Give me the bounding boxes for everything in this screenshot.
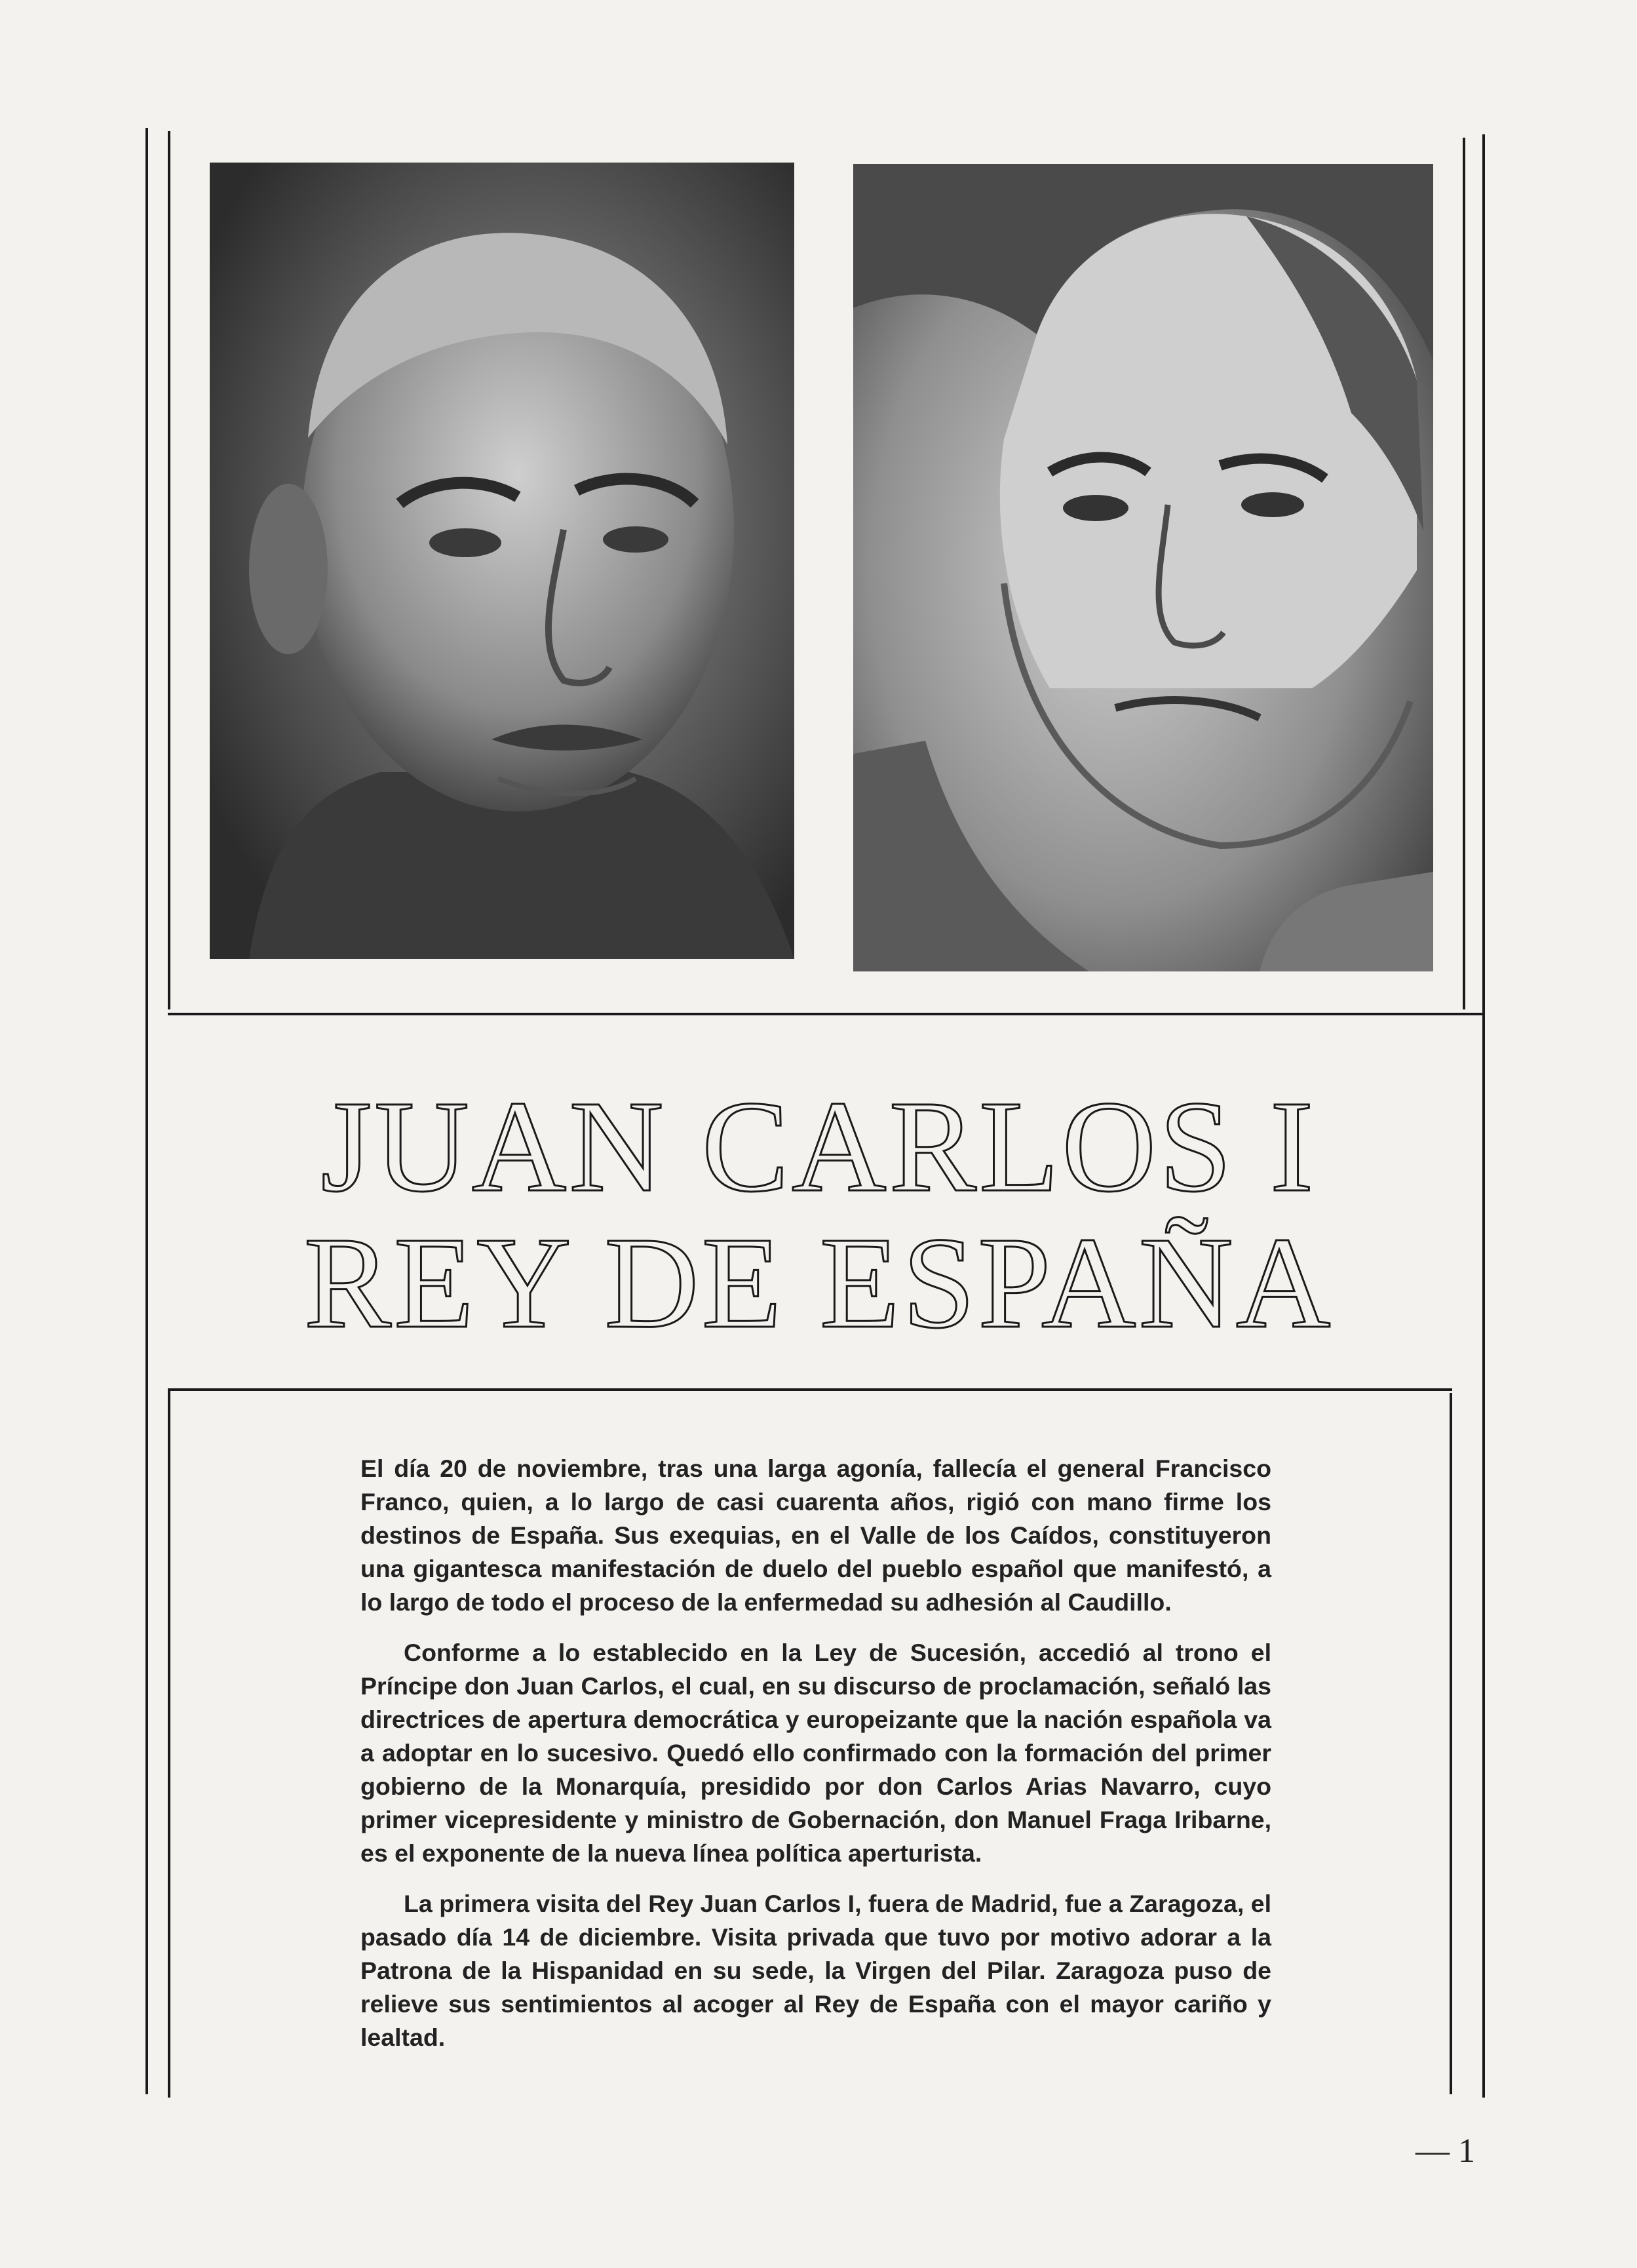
- paragraph-2: Conforme a lo establecido en la Ley de Sucesión, accedió al trono el Príncipe don Juan Carlos, el cual, en su discurso de proclamación, señaló las directrices de apertura democrática y europeizante que la nación española va a adoptar en lo sucesivo. Quedó ello confirmado con la formación del primer gobierno de la Monarquía, presidido por don Carlos Arias Navarro, cuyo primer vicepresidente y ministro de Gobernación, don Manuel Fraga Iribarne, es el exponente de la nueva línea política aperturista.: [360, 1639, 1271, 1867]
- paragraph-1: El día 20 de noviembre, tras una larga agonía, fallecía el general Francisco Franco, quien, a lo largo de casi cuarenta años, rigió con mano firme los destinos de España. Sus exequias, en el Valle de los Caídos, constituyeron una gigantesca manifestación de duelo del pueblo español que manifestó, a lo largo de todo el proceso de la enfermedad su adhesión al Caudillo.: [360, 1455, 1271, 1616]
- frame-left-inner: [168, 131, 170, 1009]
- frame-right-inner: [1463, 138, 1465, 1009]
- frame-left-inner-lower: [168, 1390, 170, 2098]
- page-number: — 1: [1416, 2132, 1475, 2170]
- frame-right-inner-lower: [1450, 1393, 1452, 2094]
- frame-horizontal-top: [168, 1013, 1485, 1015]
- portrait-drawing-right: [853, 164, 1433, 971]
- portrait-painting-left: [210, 163, 794, 959]
- paragraph-3: La primera visita del Rey Juan Carlos I, fuera de Madrid, fue a Zaragoza, el pasado día 14 de diciembre. Visita privada que tuvo por motivo adorar a la Patrona de la Hispanidad en su sede, la Virgen del Pilar. Zaragoza puso de relieve sus sentimientos al acoger al Rey de España con el mayor cariño y lealtad.: [360, 1890, 1271, 2051]
- portrait-drawing-image: [853, 164, 1433, 971]
- frame-horizontal-mid: [168, 1388, 1452, 1391]
- title-line-1: JUAN CARLOS I: [320, 1074, 1317, 1219]
- portrait-painting-image: [210, 163, 794, 959]
- article-body: [360, 1452, 1271, 2071]
- title-line-2: REY DE ESPAÑA: [303, 1211, 1334, 1356]
